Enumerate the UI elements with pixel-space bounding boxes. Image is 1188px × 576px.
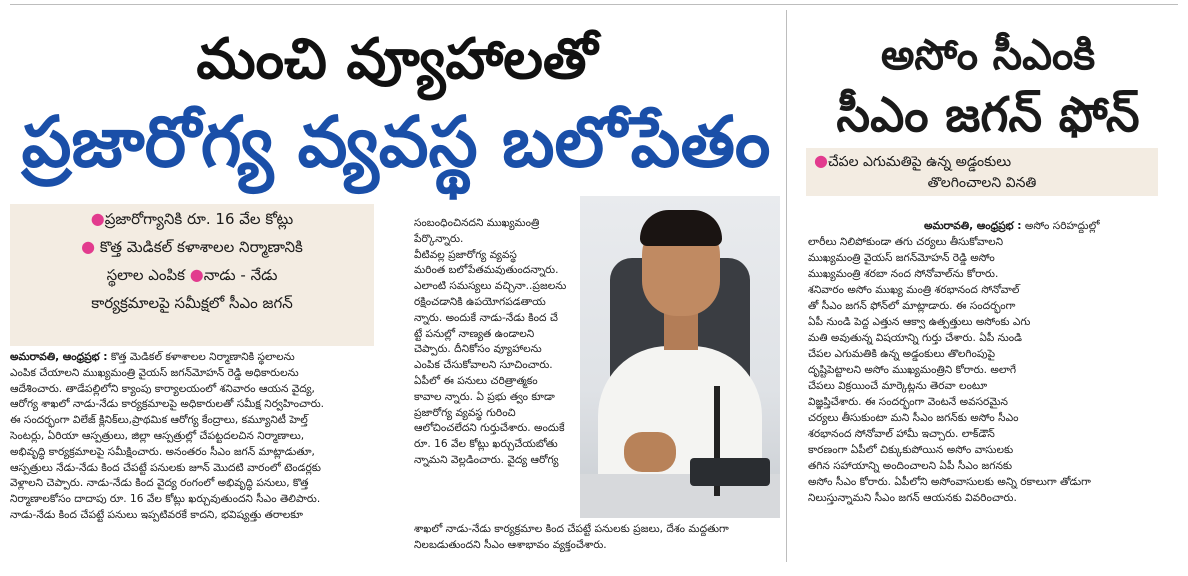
highlight-line: ● కొత్త మెడికల్ కళాశాలల నిర్మాణానికి <box>81 237 303 256</box>
body-line: చెప్పారు. దీనికోసం వ్యూహాలను <box>414 343 542 356</box>
body-line: ఎంపిక చేసుకోవాలని సూచించారు. <box>414 359 553 372</box>
body-line: నిలబడుతుందని సీఎం ఆశాభావం వ్యక్తంచేశారు. <box>414 538 607 551</box>
body-line: విజ్ఞప్తిచేశారు. ఈ సందర్భంగా వెంటనే అవసరమైన <box>808 396 1008 408</box>
highlights-box <box>10 204 374 346</box>
body-line: రక్షించడానికి ఉపయోగపడతాయ <box>414 295 546 308</box>
bullet-dot-icon: ● <box>189 265 204 284</box>
side-highlight-line: తొలగించాలని వినతి <box>927 175 1037 191</box>
body-line: ముఖ్యమంత్రి శరబా నంద సోనోవాల్‌ను కోరారు. <box>808 268 999 280</box>
body-line: నిలుస్తున్నామని సీఎం జగన్ ఆయనకు వివరించారు. <box>808 492 1017 504</box>
body-line: తో సీఎం జగన్ ఫోన్‌లో మాట్లాడారు. ఈ సందర్భంగా <box>808 300 1016 312</box>
body-line: ముఖ్యమంత్రి వైయస్ జగన్‌మోహన్ రెడ్డి అసోం <box>808 252 995 264</box>
body-line: సంబంధించినదని ముఖ్యమంత్రి <box>414 217 540 229</box>
body-line: అసోం సీఎం కోరారు. ఏపీలోని అసోంవాసులకు అన్ని రకాలుగా తోడుగా <box>808 476 1091 488</box>
photo-mic-base <box>690 458 770 486</box>
body-line: చేపలు విక్రయించే మార్కెట్లను తెరవా లంటూ <box>808 380 988 392</box>
body-line: ఆరోగ్య శాఖలో నాడు-నేడు కార్యక్రమాలపై అధికారులతో సమీక్ష నిర్వహించారు. <box>10 398 325 411</box>
body-line: కారణంగా ఏపీలో చిక్కుకుపోయిన అసోం వాసులకు <box>808 444 1014 456</box>
body-line: ఏపీలో ఈ పనులు చరిత్రాత్మకం <box>414 374 538 387</box>
body-line: అభివృద్ధి కార్యక్రమాలపై సమీక్షించారు. అనంతరం సీఎం జగన్ మాట్లాడుతూ, <box>10 445 315 458</box>
body-line: శాఖలో నాడు-నేడు కార్యక్రమాల కింద చేపట్టే పనులకు ప్రజలు, దేశం మద్దతుగా <box>414 523 729 535</box>
body-line: తగిన సహాయాన్ని అందించాలని ఏపీ సీఎం జగనకు <box>808 460 1013 472</box>
headline-secondary: ప్రజారోగ్య వ్యవస్థ బలోపేతం <box>21 101 771 183</box>
body-line: చేపల ఎగుమతికి ఉన్న అడ్డంకులు తొలగింపుపై <box>808 348 996 360</box>
body-line: మరింత బలోపేతమవుతుందన్నారు. <box>414 264 559 277</box>
body-line: ట్టే పనుల్లో నాణ్యత ఉండాలని <box>414 327 535 340</box>
body-line: సెంటర్లు, ఏరియా ఆస్పత్రులు, జిల్లా ఆస్పత్రుల్లో చేపట్టదలచిన నిర్మాణాలు, <box>10 429 305 442</box>
body-line: ప్రజారోగ్య వ్యవస్థ గురించి <box>414 406 516 419</box>
highlight-line: కార్యక్రమాలపై సమీక్షలో సీఎం జగన్ <box>91 294 293 312</box>
side-highlight-box <box>806 148 1158 196</box>
photo-hair <box>640 210 722 246</box>
body-line: ఆలోచించలేదని గుర్తుచేశారు. అందుకే <box>414 422 565 435</box>
highlight-line: ●ప్రజారోగ్యానికి రూ. 16 వేల కోట్లు <box>90 209 294 228</box>
body-line: కావాల న్నారు. ఏ ప్రభు త్వం కూడా <box>414 390 555 403</box>
body-line: ఎలాంటి సమస్యలు వచ్చినా..ప్రజలను <box>414 280 567 293</box>
body-line: శరభానంద సోనోవాల్ హామీ ఇచ్చారు. లాక్‌డౌన్ <box>808 428 995 440</box>
body-line: న్నామని వెల్లడించారు. వైద్య ఆరోగ్య <box>414 453 559 466</box>
column-divider <box>786 10 787 562</box>
body-line: ఎంపిక చేయాలని ముఖ్యమంత్రి వైయస్ జగన్‌మోహన్ రెడ్డి అధికారులను <box>10 366 299 379</box>
body-line: అమరావతి, ఆంధ్రప్రభ : కొత్త మెడికల్ కళాశాలల నిర్మాణానికి స్థలాలను <box>10 351 295 363</box>
body-line: ఆదేశించారు. తాడేపల్లిలోని క్యాంపు కార్యాలయంలో శనివారం ఆయన వైద్య, <box>10 382 315 395</box>
side-highlight-line: ●చేపల ఎగుమతిపై ఉన్న అడ్డంకులు <box>814 151 1012 170</box>
bullet-dot-icon: ● <box>81 237 96 256</box>
body-line: మతి అవుతున్న విషయాన్ని గుర్తు చేశారు. ఏపీ నుండి <box>808 332 1022 344</box>
body-line: నాడు-నేడు కింద చేపట్టే పనులు ఇప్పటివరకే కాదని, భవిష్యత్తు తరాలకూ <box>10 508 303 521</box>
body-line: దృష్టిపెట్టాలని అసోం ముఖ్యమంత్రిని కోరారు. అలాగే <box>808 364 1017 376</box>
body-line: న్నారు. అందుకే నాడు-నేడు కింద చే <box>414 311 558 324</box>
body-line: అమరావతి, ఆంధ్రప్రభ : అసోం సరిహద్దుల్లో <box>924 220 1100 232</box>
body-line: వీటివల్ల ప్రజారోగ్య వ్యవస్థ <box>414 248 517 261</box>
body-line: ఏపీ నుండి పెద్ద ఎత్తున ఆక్వా ఉత్పత్తులు అసోంకు ఎగు <box>808 316 1031 328</box>
photo-hand <box>624 432 676 472</box>
bullet-dot-icon: ● <box>90 209 105 228</box>
body-line: చర్యలు తీసుకుంటా మని సీఎం జగన్‌కు అసోం సీఎం <box>808 412 1019 424</box>
body-line: వెళ్లాలని చెప్పారు. నాడు-నేడు కింద వైద్య రంగంలో అభివృద్ధి పనులు, కొత్త <box>10 477 309 490</box>
body-line: రూ. 16 వేల కోట్లు ఖర్చుచేయబోతు <box>414 438 558 451</box>
side-headline-primary: అసోం సీఎంకి <box>880 30 1096 79</box>
side-headline-secondary: సీఎం జగన్ ఫోన్ <box>836 87 1140 143</box>
story-body-lead <box>10 350 406 524</box>
highlight-line: స్థలాల ఎంపిక ●నాడు - నేడు <box>106 265 278 284</box>
news-photo <box>580 196 780 518</box>
story-body-middle <box>414 216 574 469</box>
body-line: శనివారం అసోం ముఖ్య మంత్రి శరభానంద సోనోవాల్ <box>808 284 1020 296</box>
bullet-dot-icon: ● <box>814 151 828 170</box>
body-line: పేర్కొన్నారు. <box>414 232 464 245</box>
side-story-body <box>808 218 1180 506</box>
headline-primary: మంచి వ్యూహాలతో <box>196 27 598 92</box>
body-line: ఈ సందర్భంగా విలేజ్ క్లినిక్‌లు,ప్రాథమిక ఆరోగ్య కేంద్రాలు, కమ్యూనిటీ హెల్త్ <box>10 414 308 427</box>
body-line: నిర్మాణాలకోసం దాదాపు రూ. 16 వేల కోట్లు ఖర్చువుతుందని సీఎం తెలిపారు. <box>10 493 321 506</box>
body-line: లారీలు నిలిపోకుండా తగు చర్యలు తీసుకోవాలని <box>808 236 1004 248</box>
story-body-bottom <box>414 522 774 554</box>
body-line: ఆస్పత్రులు నేడు-నేడు కింద చేపట్టే పనులకు జూన్ మొదటి వారంలో టెండర్లకు <box>10 461 321 474</box>
top-rule <box>10 4 1178 5</box>
